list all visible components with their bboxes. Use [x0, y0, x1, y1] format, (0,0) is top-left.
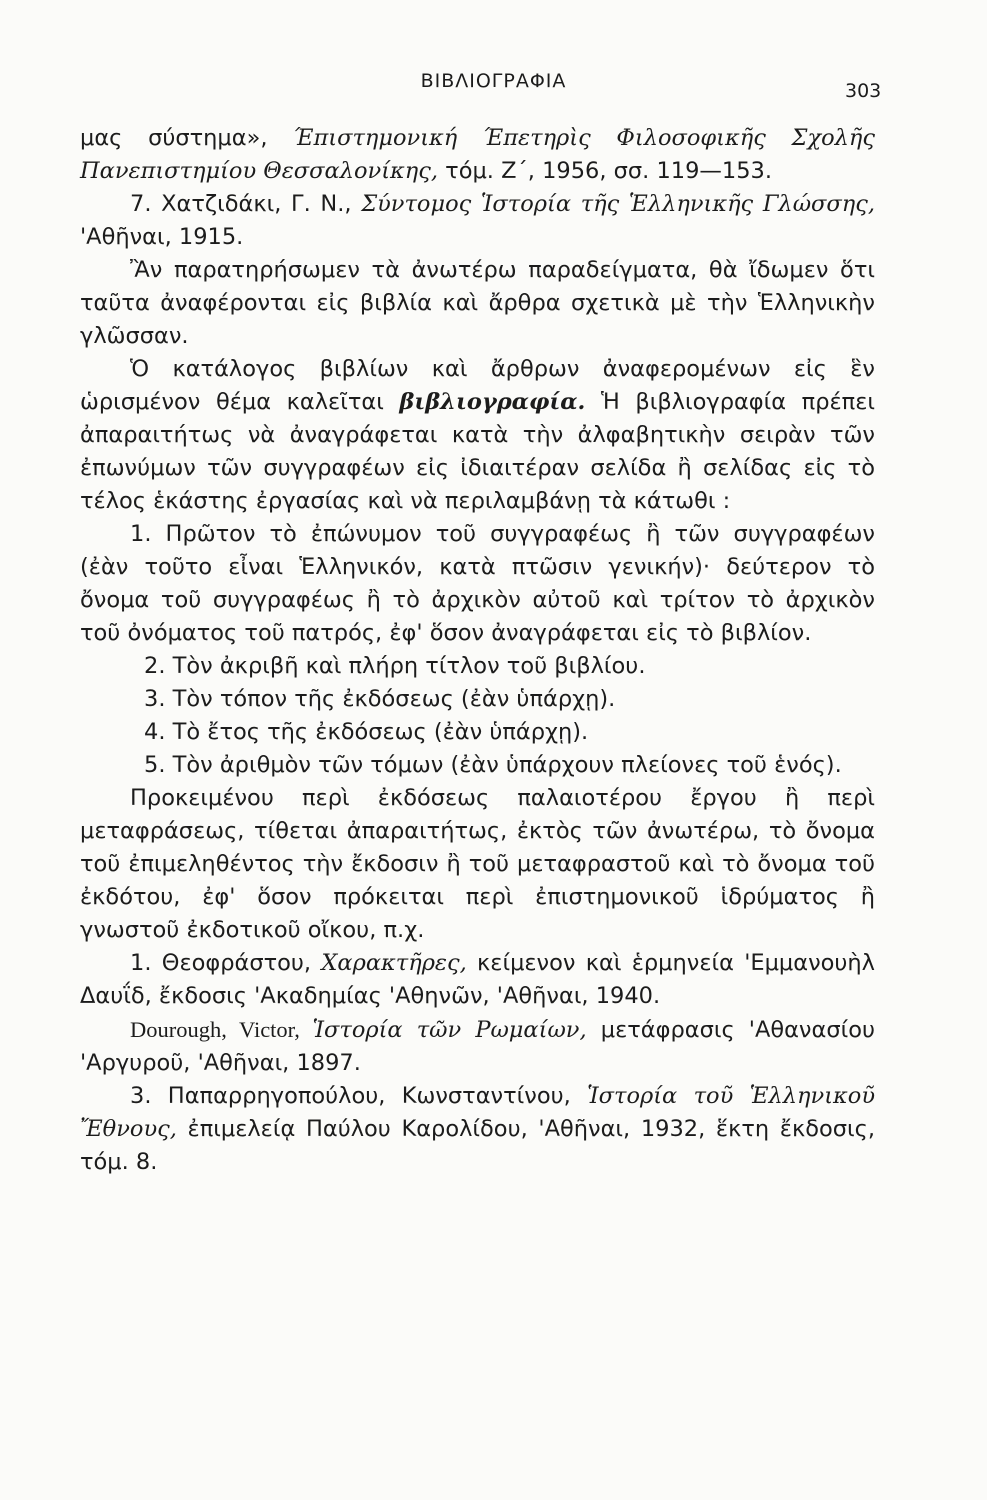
- paragraph-text: Ὁ κατάλογος βιβλίων καὶ ἄρθρων ἀναφερομένων εἰς ἓν ὡρισμένον θέμα καλεῖται: [80, 356, 875, 415]
- reference-text: ἐπιμελείᾳ Παύλου Καρολίδου, 'Αθῆναι, 1932, ἕκτη ἔκδοσις, τόμ. 8.: [80, 1116, 875, 1175]
- reference-title: Ἱστορία τῶν Ρωμαίων,: [312, 1017, 587, 1043]
- reference-7: [80, 188, 875, 254]
- term-bibliography: βιβλιογραφία.: [399, 389, 586, 415]
- reference-text: μετάφρασις 'Αθανασίου 'Αργυροῦ, 'Αθῆναι, 1897.: [80, 1017, 875, 1076]
- rule-item: 3. Τὸν τόπον τῆς ἐκδόσεως (ἐὰν ὑπάρχῃ).: [144, 686, 616, 712]
- reference-title: Έπιστημονική Έπετηρὶς Φιλοσοφικῆς Σχολῆς Πανεπιστημίου Θεσσαλονίκης,: [80, 125, 875, 184]
- reference-text: τόμ. Ζ΄, 1956, σσ. 119—153.: [438, 158, 772, 184]
- reference-title: Σύντομος Ἱστορία τῆς Ἑλληνικῆς Γλώσσης,: [361, 191, 875, 217]
- paragraph-observation: Ἂν παρατηρήσωμεν τὰ ἀνωτέρω παραδείγματα, θὰ ἴδωμεν ὅτι ταῦτα ἀναφέρονται εἰς βιβλία καὶ ἄρθρα σχετικὰ μὲ τὴν Ἑλληνικὴν γλῶσσαν.: [80, 257, 875, 349]
- paragraph-definition: [80, 353, 875, 518]
- reference-text: 3. Παπαρρηγοπούλου, Κωνσταντίνου,: [130, 1083, 588, 1109]
- rule-item: 4. Τὸ ἔτος τῆς ἐκδόσεως (ἐὰν ὑπάρχῃ).: [144, 719, 589, 745]
- paragraph-text: Ἡ βιβλιογραφία πρέπει ἀπαραιτήτως νὰ ἀναγράφεται κατὰ τὴν ἀλφαβητικὴν σειρὰν τῶν ἐπωνύμων τῶν συγγραφέων εἰς ἰδιαιτέραν σελίδα ἢ σελίδας εἰς τὸ τέλος ἑκάστης ἐργασίας καὶ νὰ περιλαμβάνῃ τὰ κάτωθι :: [80, 389, 875, 514]
- reference-title: Χαρακτῆρες,: [321, 950, 467, 976]
- example-reference: [80, 1080, 875, 1179]
- paragraph-translation-note: Προκειμένου περὶ ἐκδόσεως παλαιοτέρου ἔργου ἢ περὶ μεταφράσεως, τίθεται ἀπαραιτήτως, ἐκτὸς τῶν ἀνωτέρω, τὸ ὄνομα τοῦ ἐπιμεληθέντος τὴν ἔκδοσιν ἢ τοῦ μεταφραστοῦ καὶ τὸ ὄνομα τοῦ ἐκδότου, ἐφ' ὅσον πρόκειται περὶ ἐπιστημονικοῦ ἱδρύματος ἢ γνωστοῦ ἐκδοτικοῦ οἴκου, π.χ.: [80, 785, 875, 943]
- reference-text: μας σύστημα»,: [80, 125, 294, 151]
- page-number: 303: [845, 80, 882, 102]
- reference-text: 7. Χατζιδάκι, Γ. Ν.,: [130, 191, 362, 217]
- reference-text: κείμενον καὶ ἑρμηνεία 'Εμμανουὴλ Δαυΐδ, ἔκδοσις 'Ακαδημίας 'Αθηνῶν, 'Αθῆναι, 1940.: [80, 950, 875, 1009]
- reference-title: Ἱστορία τοῦ Ἑλληνικοῦ Ἔθνους,: [80, 1083, 875, 1142]
- running-header: ΒΙΒΛΙΟΓΡΑΦΙΑ: [420, 70, 567, 92]
- rule-item: 1. Πρῶτον τὸ ἐπώνυμον τοῦ συγγραφέως ἢ τῶν συγγραφέων (ἐὰν τοῦτο εἶναι Ἑλληνικόν, κατὰ πτῶσιν γενικήν)· δεύτερον τὸ ὄνομα τοῦ συγγραφέως ἢ τὸ ἀρχικὸν αὐτοῦ καὶ τρίτον τὸ ἀρχικὸν τοῦ ὀνόματος τοῦ πατρός, ἐφ' ὅσον ἀναγράφεται εἰς τὸ βιβλίον.: [80, 521, 875, 646]
- example-reference: [80, 1013, 875, 1080]
- reference-text: 1. Θεοφράστου,: [130, 950, 322, 976]
- reference-text: 'Αθῆναι, 1915.: [80, 224, 244, 250]
- example-reference: [80, 947, 875, 1013]
- rule-item: 5. Τὸν ἀριθμὸν τῶν τόμων (ἐὰν ὑπάρχουν πλείονες τοῦ ἑνός).: [144, 752, 842, 778]
- page-body: [80, 122, 875, 1179]
- rule-item: 2. Τὸν ἀκριβῆ καὶ πλήρη τίτλον τοῦ βιβλίου.: [144, 653, 646, 679]
- reference-6-continued: [80, 122, 875, 188]
- reference-text: Dourough, Victor,: [130, 1017, 313, 1042]
